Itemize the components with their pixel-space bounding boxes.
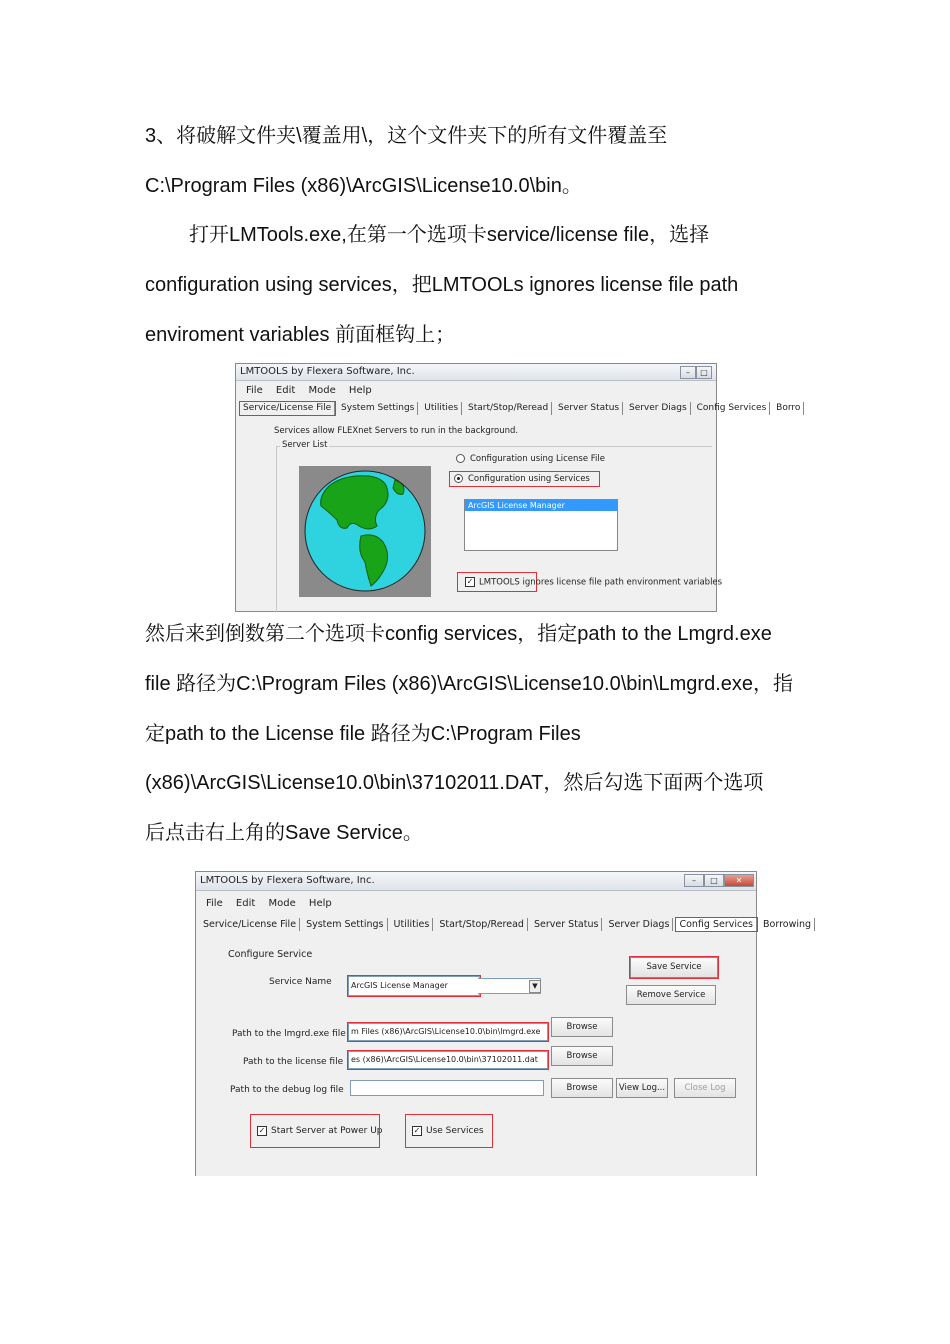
menu-mode[interactable]: Mode	[308, 385, 336, 396]
globe-image	[299, 466, 431, 597]
tab-strip	[200, 918, 815, 931]
lmtools-screenshot-1	[235, 363, 801, 612]
browse-lmgrd-button[interactable]: Browse	[551, 1017, 613, 1037]
checkbox-checked-icon: ✓	[466, 577, 474, 586]
service-name-input[interactable]: ArcGIS License Manager	[348, 976, 480, 996]
browse-debug-button[interactable]: Browse	[551, 1078, 613, 1098]
checkbox-checked-icon: ✓	[413, 1125, 421, 1135]
paragraph-line: 定path to the License file 路径为C:\Program Files	[145, 723, 581, 745]
use-services-checkbox[interactable]: ✓ Use Services	[406, 1115, 492, 1147]
license-path-label: Path to the license file	[243, 1057, 344, 1067]
menu-file[interactable]: File	[246, 385, 263, 396]
tab-server-status[interactable]: Server Status	[531, 918, 602, 931]
menu-file[interactable]: File	[206, 898, 223, 909]
tab-config-services[interactable]: Config Services	[676, 918, 757, 931]
paragraph-line: (x86)\ArcGIS\License10.0\bin\37102011.DAT，然后勾选下面两个选项	[145, 772, 764, 794]
minimize-icon[interactable]: –	[680, 366, 696, 379]
tab-start-stop-reread[interactable]: Start/Stop/Reread	[465, 402, 552, 415]
ignore-env-checkbox[interactable]: ✓ LMTOOLS ignores license file path environment variables	[466, 577, 723, 588]
chevron-down-icon[interactable]: ▼	[529, 980, 541, 993]
tab-strip	[240, 402, 804, 415]
radio-configuration-license-file[interactable]: Configuration using License File	[456, 454, 605, 464]
tab-server-diags[interactable]: Server Diags	[605, 918, 673, 931]
checkbox-checked-icon: ✓	[258, 1125, 266, 1135]
service-list-item[interactable]: ArcGIS License Manager	[465, 500, 617, 511]
maximize-icon[interactable]: □	[696, 366, 712, 379]
menu-edit[interactable]: Edit	[275, 385, 296, 396]
debug-log-input[interactable]	[350, 1080, 544, 1096]
configure-service-label: Configure Service	[228, 949, 313, 960]
save-service-button[interactable]: Save Service	[630, 957, 718, 978]
server-list-label: Server List	[282, 440, 328, 450]
tab-utilities[interactable]: Utilities	[391, 918, 434, 931]
menu-bar	[246, 385, 716, 396]
tab-borrowing[interactable]: Borro	[773, 402, 804, 415]
paragraph-line: file 路径为C:\Program Files (x86)\ArcGIS\License10.0\bin\Lmgrd.exe，指	[145, 673, 793, 695]
paragraph-line: configuration using services，把LMTOOLs ignores license file path	[145, 274, 739, 296]
description-text: Services allow FLEXnet Servers to run in the background.	[274, 426, 519, 436]
menu-help[interactable]: Help	[348, 385, 372, 396]
window-title: LMTOOLS by Flexera Software, Inc.	[196, 872, 756, 891]
paragraph-line: 打开LMTools.exe,在第一个选项卡service/license file，选择	[189, 224, 710, 246]
tab-server-diags[interactable]: Server Diags	[626, 402, 691, 415]
lmgrd-path-label: Path to the lmgrd.exe file	[232, 1029, 346, 1039]
tab-system-settings[interactable]: System Settings	[303, 918, 387, 931]
radio-configuration-services[interactable]: Configuration using Services	[450, 472, 599, 486]
tab-system-settings[interactable]: System Settings	[338, 402, 418, 415]
paragraph-line: 然后来到倒数第二个选项卡config services，指定path to the Lmgrd.exe	[145, 623, 772, 645]
start-at-powerup-checkbox[interactable]: ✓ Start Server at Power Up	[251, 1115, 379, 1147]
maximize-icon[interactable]: □	[704, 874, 724, 887]
close-icon[interactable]: ✕	[724, 874, 754, 887]
menu-help[interactable]: Help	[308, 898, 332, 909]
tab-service-license-file[interactable]: Service/License File	[200, 918, 300, 931]
service-name-label: Service Name	[269, 977, 332, 987]
service-list[interactable]	[464, 499, 618, 551]
window-title: LMTOOLS by Flexera Software, Inc.	[236, 364, 716, 381]
license-path-input[interactable]: es (x86)\ArcGIS\License10.0\bin\37102011.dat	[348, 1051, 548, 1069]
browse-license-button[interactable]: Browse	[551, 1046, 613, 1066]
debug-log-label: Path to the debug log file	[230, 1085, 344, 1095]
paragraph-line: C:\Program Files (x86)\ArcGIS\License10.0\bin。	[145, 175, 582, 197]
tab-service-license-file[interactable]: Service/License File	[240, 402, 335, 415]
radio-selected-icon	[454, 474, 463, 483]
paragraph-line: enviroment variables 前面框钩上；	[145, 324, 456, 346]
view-log-button[interactable]: View Log...	[616, 1078, 668, 1098]
minimize-icon[interactable]: –	[684, 874, 704, 887]
tab-server-status[interactable]: Server Status	[555, 402, 623, 415]
menu-edit[interactable]: Edit	[235, 898, 256, 909]
tab-borrowing[interactable]: Borrowing	[760, 918, 815, 931]
lmtools-screenshot-2	[195, 871, 812, 1176]
remove-service-button[interactable]: Remove Service	[626, 985, 716, 1005]
close-log-button: Close Log	[674, 1078, 736, 1098]
menu-mode[interactable]: Mode	[268, 898, 296, 909]
paragraph-line: 3、将破解文件夹\覆盖用\，这个文件夹下的所有文件覆盖至	[145, 125, 668, 147]
paragraph-line: 后点击右上角的Save Service。	[145, 822, 423, 844]
globe-icon	[299, 466, 431, 597]
lmgrd-path-input[interactable]: m Files (x86)\ArcGIS\License10.0\bin\lmgrd.exe	[348, 1023, 548, 1041]
radio-icon	[456, 454, 465, 463]
tab-config-services[interactable]: Config Services	[694, 402, 771, 415]
tab-utilities[interactable]: Utilities	[421, 402, 462, 415]
tab-start-stop-reread[interactable]: Start/Stop/Reread	[436, 918, 528, 931]
menu-bar	[206, 898, 756, 909]
